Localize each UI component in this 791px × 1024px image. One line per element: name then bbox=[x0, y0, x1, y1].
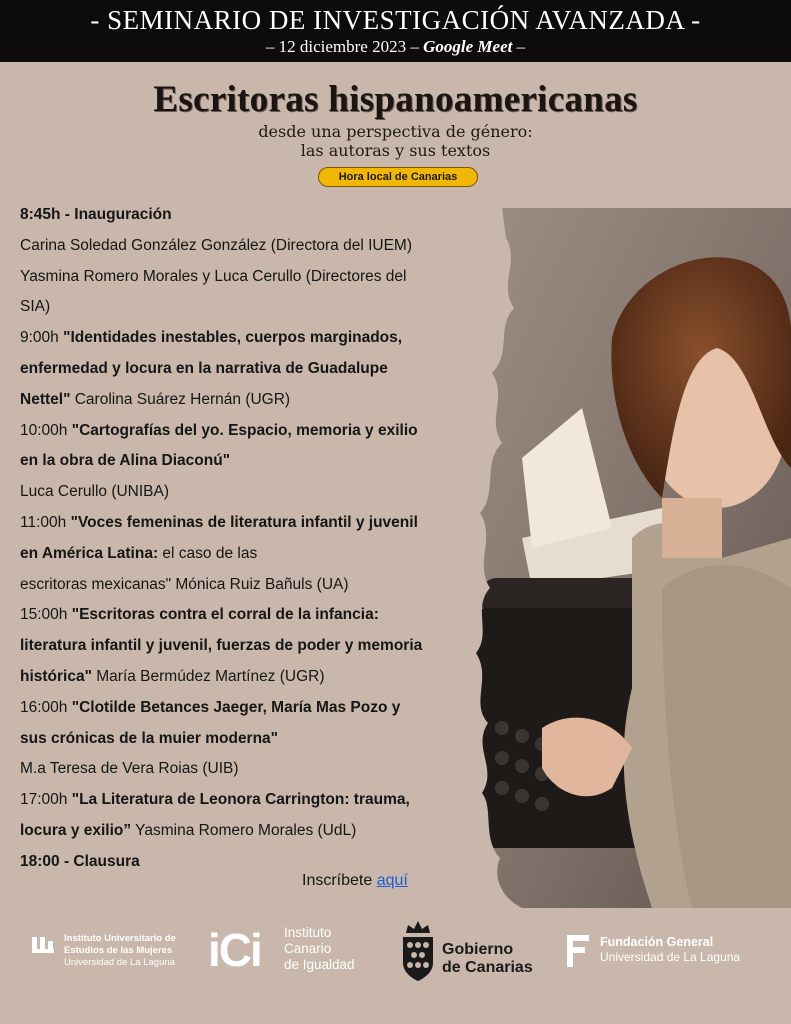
program-line bbox=[20, 600, 470, 631]
page-subtitle bbox=[0, 122, 791, 160]
program-bold-text: locura y exilio” bbox=[20, 821, 132, 839]
iuem-mark-icon bbox=[30, 935, 56, 955]
program-text: Luca Cerullo (UNIBA) bbox=[20, 483, 170, 501]
program-line bbox=[20, 292, 470, 323]
program-bold-text: "Clotilde Betances Jaeger, María Mas Pozo y bbox=[71, 698, 401, 716]
program-line bbox=[20, 477, 470, 508]
program-line bbox=[20, 570, 470, 601]
ici-line-3: de Igualdad bbox=[284, 957, 355, 972]
program-text: Carolina Suárez Hernán (UGR) bbox=[70, 390, 291, 408]
program-bold-text: 18:00 - Clausura bbox=[20, 852, 140, 870]
woman-typewriter-photo bbox=[462, 208, 791, 908]
page-title: Escritoras hispanoamericanas bbox=[153, 79, 638, 120]
program-line bbox=[20, 323, 470, 354]
iuem-text bbox=[64, 933, 176, 969]
program-bold-text: histórica" bbox=[20, 667, 92, 685]
program-text: el caso de las bbox=[158, 544, 258, 562]
program-text: M.a Teresa de Vera Roias (UIB) bbox=[20, 760, 239, 778]
program-text: María Bermúdez Martínez (UGR) bbox=[91, 667, 325, 685]
program-bold-text: enfermedad y locura en la narrativa de Guadalupe bbox=[20, 359, 388, 377]
gobierno-text bbox=[442, 941, 533, 977]
ici-mark: iCi bbox=[208, 924, 261, 976]
program-line bbox=[20, 631, 470, 662]
sponsor-logos bbox=[0, 915, 791, 995]
program-line bbox=[20, 754, 470, 785]
program-bold-text: 8:45h - Inauguración bbox=[20, 206, 172, 223]
program-bold-text: en América Latina: bbox=[20, 544, 159, 562]
iuem-line-2: Estudios de las Mujeres bbox=[64, 945, 173, 956]
program-bold-text: "Cartografías del yo. Espacio, memoria y exilio bbox=[71, 421, 418, 439]
iuem-line-3: Universidad de La Laguna bbox=[64, 957, 175, 968]
fundacion-line-2: Universidad de La Laguna bbox=[600, 950, 741, 964]
program-bold-text: Nettel" bbox=[20, 390, 71, 408]
fundacion-line-1 bbox=[600, 935, 740, 950]
platform-name: Google Meet bbox=[423, 37, 513, 56]
program-text: Carina Soledad González González (Directora del IUEM) bbox=[20, 236, 412, 254]
program-time: 9:00h bbox=[20, 329, 64, 347]
program-bold-text: "Escritoras contra el corral de la infancia: bbox=[71, 606, 379, 624]
program-line bbox=[20, 816, 470, 847]
date-suffix: – bbox=[512, 37, 526, 56]
program-time: 11:00h bbox=[20, 513, 71, 531]
iuem-line-1: Instituto Universitario de bbox=[64, 933, 176, 944]
program-line bbox=[20, 785, 470, 816]
program-bold-text: "Identidades inestables, cuerpos marginados, bbox=[63, 329, 403, 347]
fundacion-line-1-text: Fundación General bbox=[600, 935, 714, 949]
program-line bbox=[20, 693, 470, 724]
coat-of-arms-icon bbox=[400, 919, 436, 983]
program-line bbox=[20, 385, 470, 416]
subtitle-line-2: las autoras y sus textos bbox=[300, 141, 491, 160]
program-bold-text: "Voces femeninas de literatura infantil y juvenil bbox=[70, 513, 418, 531]
fundacion-text bbox=[600, 935, 740, 965]
signup-link[interactable]: aquí bbox=[376, 872, 408, 889]
signup-label: Inscríbete bbox=[302, 872, 377, 889]
program-line bbox=[20, 662, 470, 693]
program-line bbox=[20, 416, 470, 447]
program-time: 15:00h bbox=[20, 606, 72, 624]
program-line bbox=[20, 231, 470, 262]
seminar-title: - SEMINARIO DE INVESTIGACIÓN AVANZADA - bbox=[90, 5, 701, 35]
program-line bbox=[20, 354, 470, 385]
program-line bbox=[20, 508, 470, 539]
program-text: SIA) bbox=[20, 298, 51, 316]
program-bold-text: sus crónicas de la muier moderna" bbox=[20, 729, 279, 747]
program-time: 10:00h bbox=[20, 421, 72, 439]
program-text: Yasmina Romero Morales y Luca Cerullo (Directores del bbox=[20, 267, 407, 285]
ici-line-2: Canario bbox=[284, 941, 332, 956]
program-bold-text: en la obra de Alina Diaconú" bbox=[20, 452, 231, 470]
program-list bbox=[20, 200, 470, 878]
program-line bbox=[20, 724, 470, 755]
timezone-badge: Hora local de Canarias bbox=[318, 167, 478, 187]
subtitle-line-1: desde una perspectiva de género: bbox=[258, 122, 533, 141]
date-text: – 12 diciembre 2023 – bbox=[265, 37, 424, 56]
program-line bbox=[20, 539, 470, 570]
program-text: Yasmina Romero Morales (UdL) bbox=[131, 821, 357, 839]
gobierno-line-1: Gobierno bbox=[442, 941, 514, 958]
program-time: 16:00h bbox=[20, 698, 72, 716]
fundacion-mark-icon bbox=[565, 935, 591, 967]
program-line bbox=[20, 446, 470, 477]
signup-text bbox=[302, 872, 408, 890]
program-bold-text: literatura infantil y juvenil, fuerzas de poder y memoria bbox=[20, 637, 423, 655]
ici-text bbox=[284, 925, 355, 973]
ici-line-1: Instituto bbox=[284, 925, 332, 940]
gobierno-line-2: de Canarias bbox=[442, 959, 533, 976]
program-line bbox=[20, 262, 470, 293]
program-line bbox=[20, 200, 470, 231]
seminar-date bbox=[0, 36, 791, 58]
program-time: 17:00h bbox=[20, 791, 72, 809]
header-banner bbox=[0, 0, 791, 62]
program-bold-text: "La Literatura de Leonora Carrington: trauma, bbox=[71, 791, 410, 809]
program-text: escritoras mexicanas" Mónica Ruiz Bañuls (UA) bbox=[20, 575, 349, 593]
